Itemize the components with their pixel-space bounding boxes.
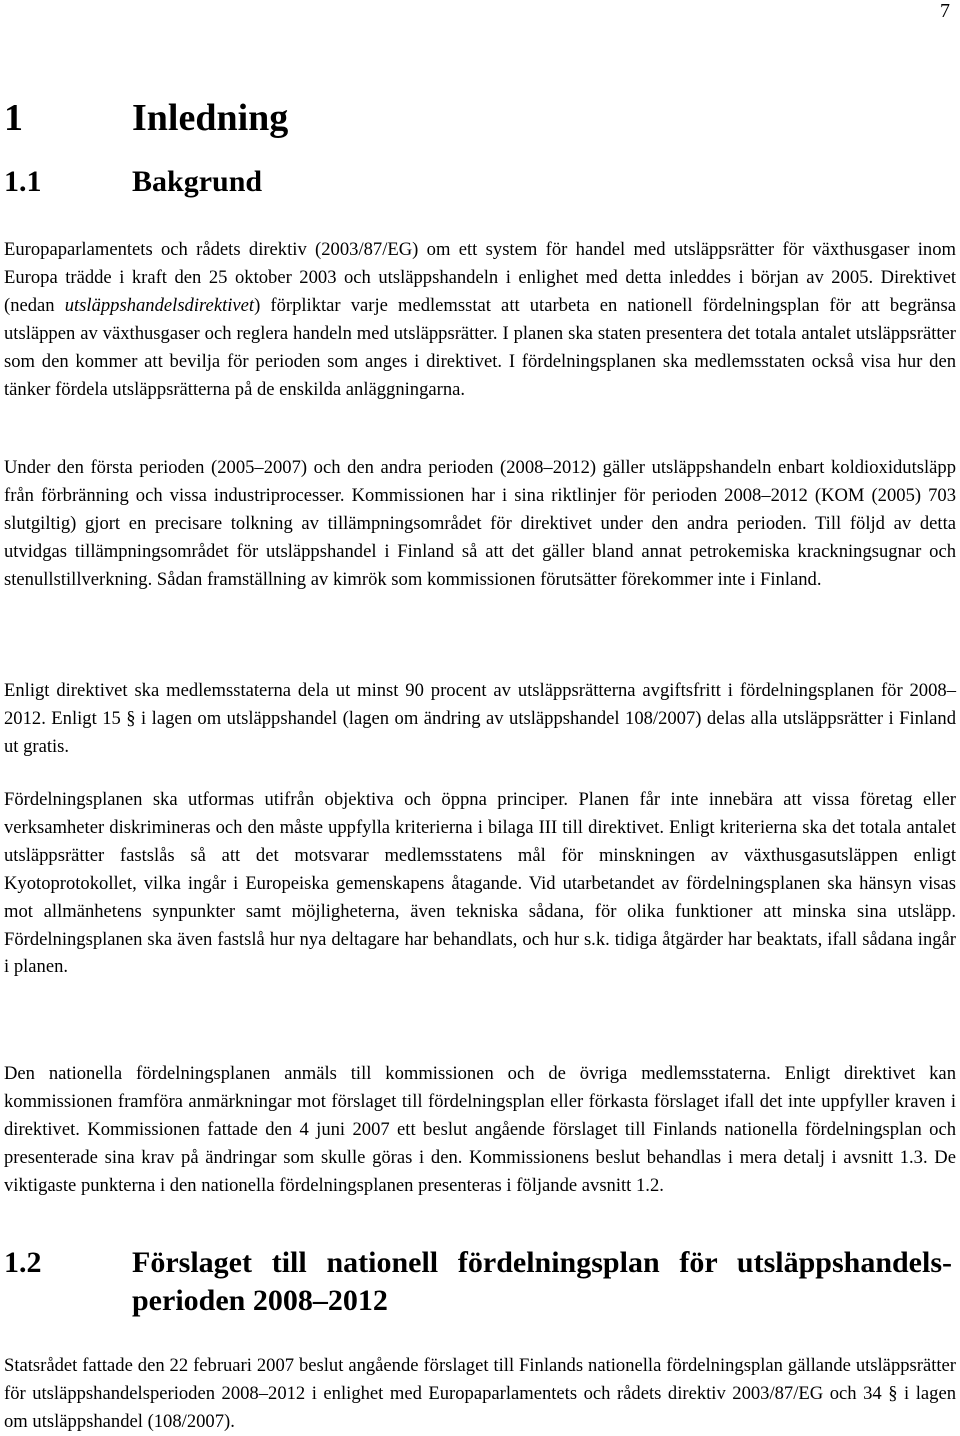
paragraph-1-part-2: ) förpliktar varje medlemsstat att utarbeta en nationell fördelningsplan för att begränsa utsläppen av växthusgaser och reglera handeln med utsläppsrätter. I planen ska staten presentera det totala antalet utsläppsrätter som den kommer att bevilja för perioden som anges i direktivet. I fördelningsplanen ska medlemsstaten också visa hur den tänker fördela utsläppsrätterna på de enskilda anläggningarna. xyxy=(4,294,956,400)
section-heading-1-1 xyxy=(4,164,262,200)
page-number: 7 xyxy=(940,0,950,22)
paragraph-4: Fördelningsplanen ska utformas utifrån objektiva och öppna principer. Planen får inte innebära att vissa företag eller verksamheter diskrimineras och den måste uppfylla kriterierna i bilaga III till direktivet. Enligt kriterierna ska det totala antalet utsläppsrätter fastslås så att det motsvarar medlemsstatens mål för minskningen av växthusgasutsläppen enligt Kyotoprotokollet, vilka ingår i Europeiska gemenskapens åtagande. Vid utarbetandet av fördelningsplanen ska hänsyn visas mot allmänhetens synpunkter samt möjligheterna, även tekniska sådana, för olika funktioner att minska sina utsläpp. Fördelningsplanen ska även fastslå hur nya deltagare har behandlats, och hur s.k. tidiga åtgärder har beaktats, ifall sådana ingår i planen. xyxy=(4,789,956,978)
section-number: 1.1 xyxy=(4,165,42,198)
paragraph-1 xyxy=(4,236,956,403)
paragraph-5: Den nationella fördelningsplanen anmäls till kommissionen och de övriga medlemsstaterna. Enligt direktivet kan kommissionen framföra anmärkningar mot förslaget till fördelningsplan eller förkasta förslaget ifall det inte uppfyller kraven i direktivet. Kommissionen fattade den 4 juni 2007 ett beslut angående förslaget till Finlands nationella fördelningsplan och presenterade sina krav på ändringar som skulle göras i den. Kommissionens beslut behandlas i mera detalj i avsnitt 1.3. De viktigaste punkterna i den nationella fördelningsplanen presenteras i följande avsnitt 1.2. xyxy=(4,1063,956,1196)
paragraph-6: Statsrådet fattade den 22 februari 2007 beslut angående förslaget till Finlands nationella fördelningsplan gällande utsläppsrätter för utsläppshandelsperioden 2008–2012 i enlighet med Europaparlamentets och rådets direktiv 2003/87/EG och 34 § i lagen om utsläppshandel (108/2007). xyxy=(4,1355,956,1432)
chapter-heading xyxy=(4,96,288,140)
chapter-title: Inledning xyxy=(132,97,289,139)
paragraph-2: Under den första perioden (2005–2007) och den andra perioden (2008–2012) gäller utsläppshandeln enbart koldioxidutsläpp från förbränning och vissa industriprocesser. Kommissionen har i sina riktlinjer för perioden 2008–2012 (KOM (2005) 703 slutgiltig) gjort en precisare tolkning av tillämpningsområdet för direktivet under den andra perioden. Till följd av detta utvidgas tillämpningsområdet för utsläppshandel i Finland så att det gäller bland annat petrokemiska krackningsugnar och stenullstillverkning. Sådan framställning av kimrök som kommissionen förutsätter förekommer inte i Finland. xyxy=(4,457,956,590)
paragraph-1-italic-term: utsläppshandelsdirektivet xyxy=(64,294,255,316)
paragraph-1-part-1: Europaparlamentets och rådets direktiv (2003/87/EG) om ett system för handel med utsläppsrätter för växthusgaser inom Europa trädde i kraft den 25 oktober 2003 och utsläppshandeln i enlighet med detta inleddes i början av 2005. Direktivet (nedan xyxy=(4,239,956,316)
section-title: Förslaget till nationell fördelningsplan för utsläppshandels-perioden 2008–2012 xyxy=(132,1246,952,1317)
chapter-number: 1 xyxy=(4,97,23,139)
section-heading-1-2 xyxy=(4,1244,956,1320)
section-number: 1.2 xyxy=(4,1246,42,1279)
paragraph-3: Enligt direktivet ska medlemsstaterna dela ut minst 90 procent av utsläppsrätterna avgiftsfritt i fördelningsplanen för 2008–2012. Enligt 15 § i lagen om utsläppshandel (lagen om ändring av utsläppshandel 108/2007) delas alla utsläppsrätter i Finland ut gratis. xyxy=(4,680,956,757)
section-title: Bakgrund xyxy=(132,165,263,198)
